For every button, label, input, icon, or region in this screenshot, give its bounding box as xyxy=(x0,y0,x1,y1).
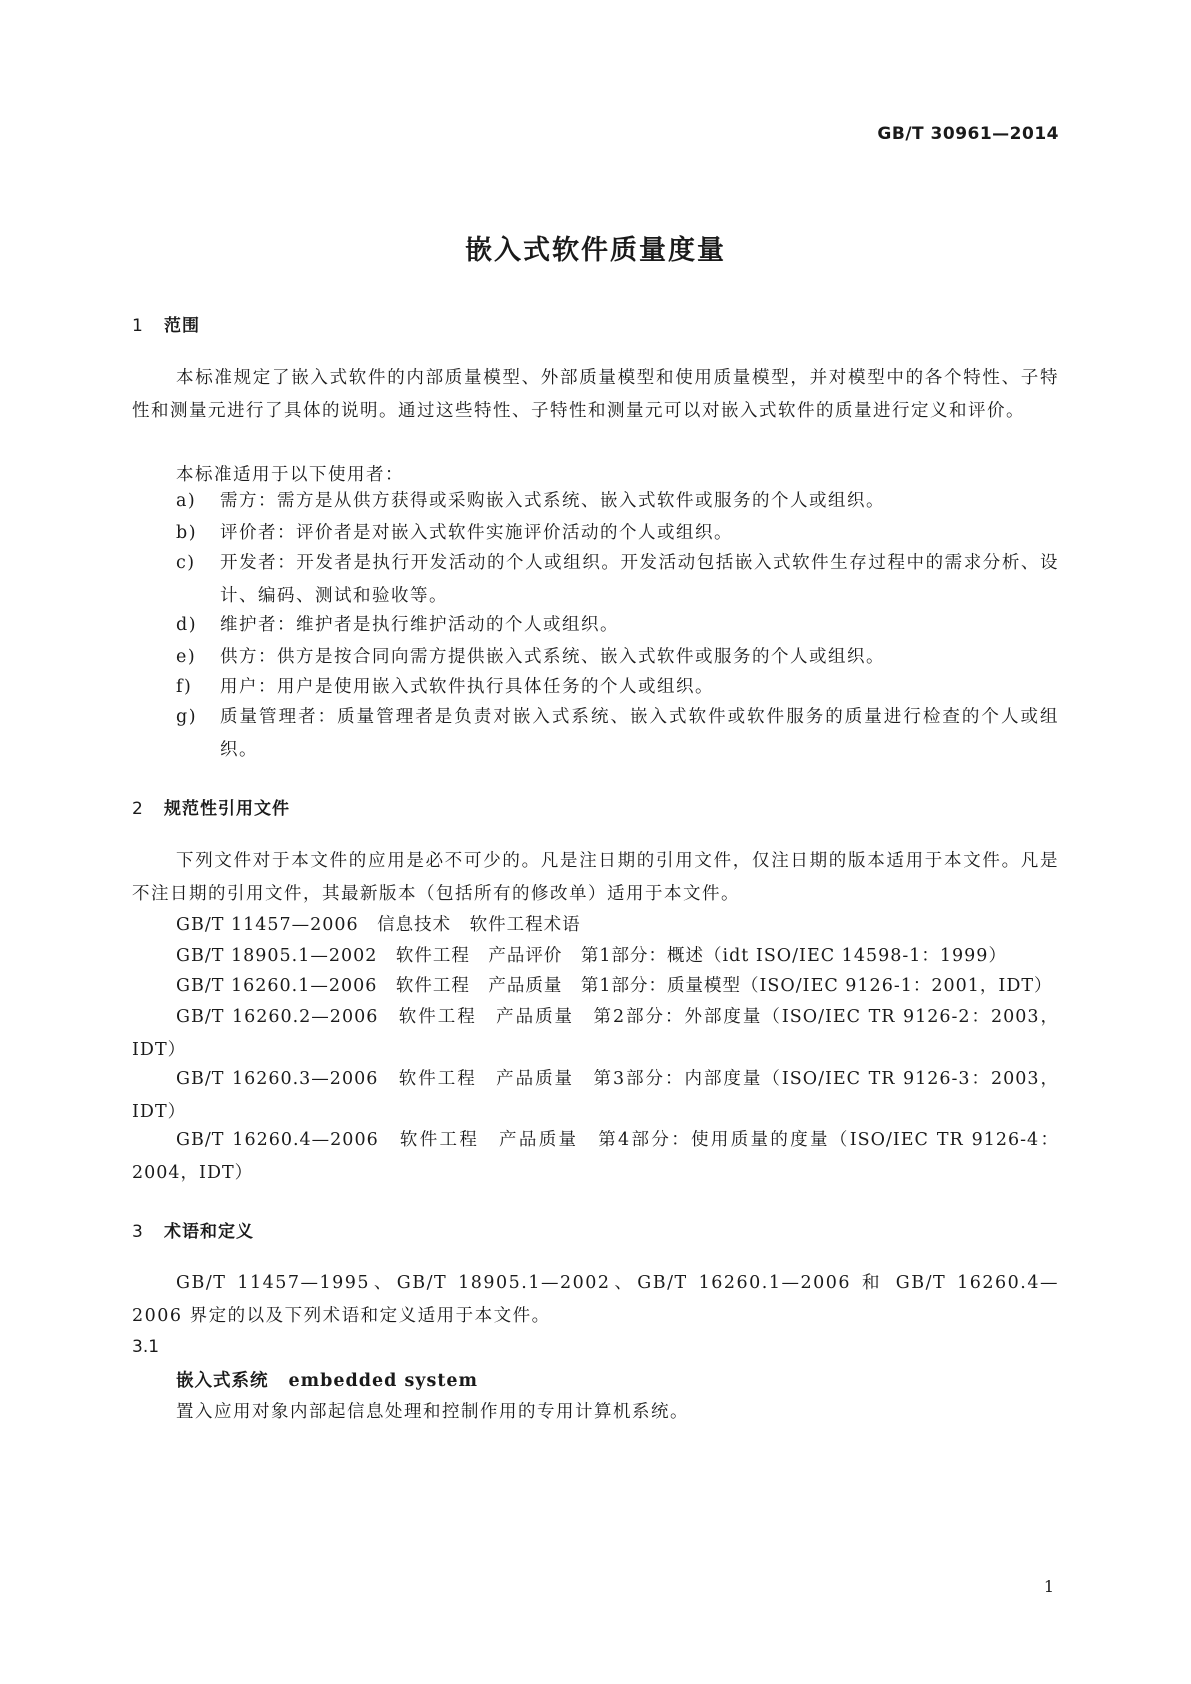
list-item xyxy=(176,671,1059,704)
section-2-heading xyxy=(132,794,290,819)
list-marker: g) xyxy=(176,707,198,727)
list-marker: a) xyxy=(176,491,197,511)
reference-entry: GB/T 16260.3—2006 软件工程 产品质量 第3部分：内部度量（ISO/IEC TR 9126-3：2003，IDT） xyxy=(132,1069,1059,1122)
list-text: 供方：供方是按合同向需方提供嵌入式系统、嵌入式软件或服务的个人或组织。 xyxy=(220,647,885,667)
list-text: 开发者：开发者是执行开发活动的个人或组织。开发活动包括嵌入式软件生存过程中的需求分析、设计、编码、测试和验收等。 xyxy=(220,553,1059,606)
section-1-heading xyxy=(132,311,200,336)
term-entry xyxy=(176,1367,478,1392)
list-text: 质量管理者：质量管理者是负责对嵌入式系统、嵌入式软件或软件服务的质量进行检查的个人或组织。 xyxy=(220,707,1059,760)
list-text: 维护者：维护者是执行维护活动的个人或组织。 xyxy=(220,615,619,635)
section-3-intro: GB/T 11457—1995、GB/T 18905.1—2002、GB/T 16260.1—2006 和 GB/T 16260.4—2006 界定的以及下列术语和定义适用于本文件。 xyxy=(132,1273,1059,1326)
document-title: 嵌入式软件质量度量 xyxy=(465,235,726,266)
list-item xyxy=(176,641,1059,674)
section-1-users-intro: 本标准适用于以下使用者： xyxy=(176,465,404,485)
list-text: 评价者：评价者是对嵌入式软件实施评价活动的个人或组织。 xyxy=(220,523,733,543)
term-chinese: 嵌入式系统 xyxy=(176,1371,269,1391)
section-2-intro: 下列文件对于本文件的应用是必不可少的。凡是注日期的引用文件，仅注日期的版本适用于本文件。凡是不注日期的引用文件，其最新版本（包括所有的修改单）适用于本文件。 xyxy=(132,851,1059,904)
section-number: 3 xyxy=(132,1222,144,1242)
reference-entry: GB/T 18905.1—2002 软件工程 产品评价 第1部分：概述（idt ISO/IEC 14598-1：1999） xyxy=(176,946,1007,966)
list-item xyxy=(176,517,1059,550)
reference-entry: GB/T 16260.2—2006 软件工程 产品质量 第2部分：外部度量（ISO/IEC TR 9126-2：2003，IDT） xyxy=(132,1007,1059,1060)
section-title: 规范性引用文件 xyxy=(164,799,290,819)
list-item xyxy=(176,547,1059,612)
section-3-heading xyxy=(132,1217,254,1242)
section-number: 1 xyxy=(132,316,144,336)
list-text: 需方：需方是从供方获得或采购嵌入式系统、嵌入式软件或服务的个人或组织。 xyxy=(220,491,885,511)
section-title: 术语和定义 xyxy=(164,1222,254,1242)
list-marker: f) xyxy=(176,677,193,697)
section-title: 范围 xyxy=(164,316,200,336)
list-item xyxy=(176,701,1059,766)
list-marker: d) xyxy=(176,615,198,635)
term-english: embedded system xyxy=(288,1371,479,1391)
standard-code: GB/T 30961—2014 xyxy=(877,124,1059,144)
reference-entry: GB/T 16260.1—2006 软件工程 产品质量 第1部分：质量模型（ISO/IEC 9126-1：2001，IDT） xyxy=(176,976,1053,996)
reference-entry: GB/T 16260.4—2006 软件工程 产品质量 第4部分：使用质量的度量（ISO/IEC TR 9126-4：2004，IDT） xyxy=(132,1130,1059,1183)
list-marker: b) xyxy=(176,523,198,543)
page-number: 1 xyxy=(1043,1577,1054,1596)
term-definition: 置入应用对象内部起信息处理和控制作用的专用计算机系统。 xyxy=(176,1402,689,1422)
section-number: 2 xyxy=(132,799,144,819)
list-text: 用户：用户是使用嵌入式软件执行具体任务的个人或组织。 xyxy=(220,677,714,697)
clause-number: 3.1 xyxy=(132,1337,160,1357)
section-1-paragraph: 本标准规定了嵌入式软件的内部质量模型、外部质量模型和使用质量模型，并对模型中的各个特性、子特性和测量元进行了具体的说明。通过这些特性、子特性和测量元可以对嵌入式软件的质量进行定义和评价。 xyxy=(132,368,1059,421)
list-item xyxy=(176,485,1059,518)
reference-entry: GB/T 11457—2006 信息技术 软件工程术语 xyxy=(176,915,581,935)
list-item xyxy=(176,609,1059,642)
list-marker: e) xyxy=(176,647,197,667)
list-marker: c) xyxy=(176,553,196,573)
